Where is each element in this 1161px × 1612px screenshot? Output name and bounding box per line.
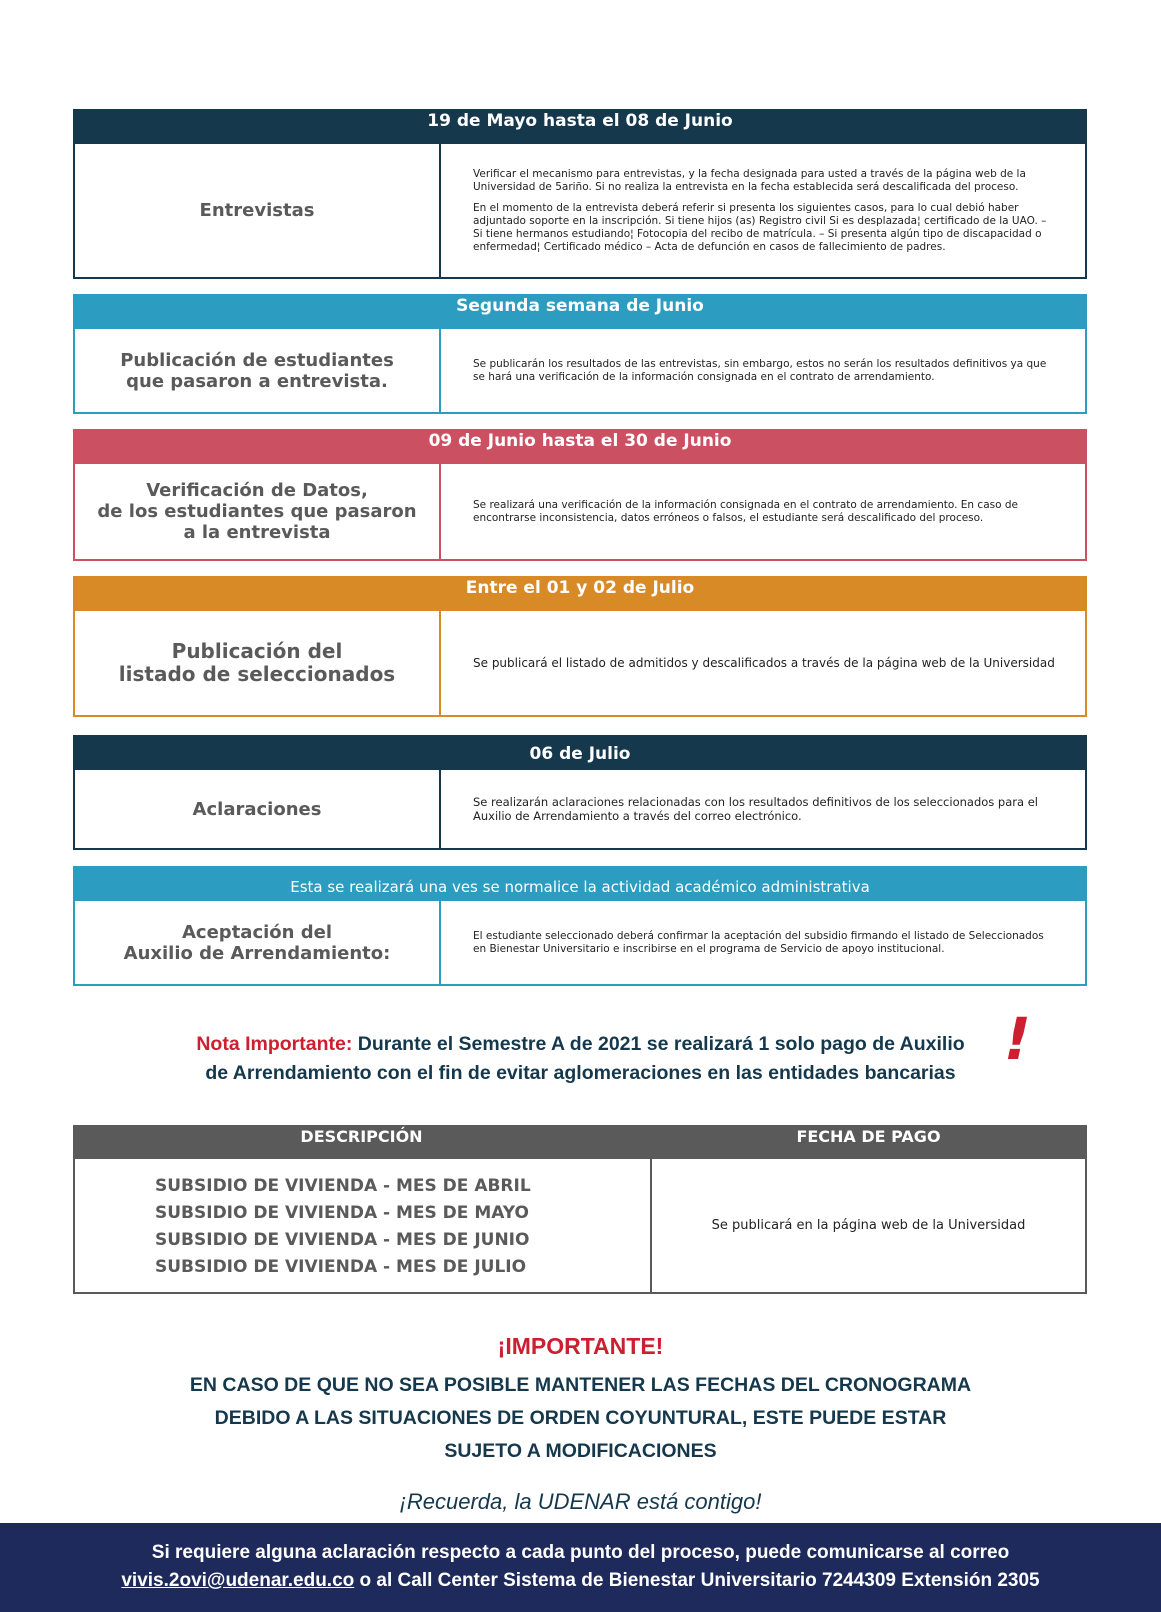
step-description bbox=[441, 464, 1085, 559]
note-line-2: de Arrendamiento con el fin de evitar aglomeraciones en las entidades bancarias bbox=[205, 1062, 956, 1084]
payment-date-cell: Se publicará en la página web de la Universidad bbox=[711, 1218, 1026, 1233]
step-title-line: que pasaron a entrevista. bbox=[126, 370, 388, 392]
payment-item: SUBSIDIO DE VIVIENDA - MES DE JULIO bbox=[155, 1257, 527, 1277]
schedule-step-4 bbox=[73, 576, 1087, 717]
step-paragraph: Se publicarán los resultados de las entrevistas, sin embargo, estos no serán los resultados definitivos ya que se hará una verificación de la información consignada en el contrato de arrendamiento. bbox=[473, 357, 1047, 383]
step-title-line: Publicación del bbox=[171, 639, 343, 663]
important-line: SUJETO A MODIFICACIONES bbox=[444, 1440, 717, 1462]
step-date-bar: 09 de Junio hasta el 30 de Junio bbox=[73, 429, 1087, 464]
exclamation-icon: ! bbox=[996, 1005, 1038, 1073]
important-line: DEBIDO A LAS SITUACIONES DE ORDEN COYUNTURAL, ESTE PUEDE ESTAR bbox=[214, 1407, 947, 1429]
step-title bbox=[75, 464, 441, 559]
step-description bbox=[441, 329, 1085, 412]
step-title-line: listado de seleccionados bbox=[118, 662, 396, 686]
step-date-bar: 06 de Julio bbox=[73, 735, 1087, 770]
step-description bbox=[441, 611, 1085, 715]
step-paragraph: Se realizarán aclaraciones relacionadas con los resultados definitivos de los seleccionados para el Auxilio de Arrendamiento a través del correo electrónico. bbox=[473, 795, 1038, 823]
note-line-1: Durante el Semestre A de 2021 se realizará 1 solo pago de Auxilio bbox=[357, 1033, 965, 1055]
step-date-bar: 19 de Mayo hasta el 08 de Junio bbox=[73, 109, 1087, 144]
payment-item: SUBSIDIO DE VIVIENDA - MES DE JUNIO bbox=[155, 1230, 530, 1250]
step-paragraph: Se realizará una verificación de la información consignada en el contrato de arrendamiento. En caso de encontrarse inconsistencia, datos erróneos o falsos, el estudiante será descalificado del proceso. bbox=[473, 498, 1018, 524]
footer-call-center: o al Call Center Sistema de Bienestar Universitario 7244309 Extensión 2305 bbox=[354, 1570, 1040, 1591]
step-date-bar: Entre el 01 y 02 de Julio bbox=[73, 576, 1087, 611]
schedule-step-5 bbox=[73, 735, 1087, 850]
schedule-step-1 bbox=[73, 109, 1087, 279]
step-title-line: Aclaraciones bbox=[192, 798, 322, 820]
schedule-step-3 bbox=[73, 429, 1087, 561]
step-date-bar: Segunda semana de Junio bbox=[73, 294, 1087, 329]
step-title bbox=[75, 144, 441, 277]
step-paragraph: Se publicará el listado de admitidos y descalificados a través de la página web de la Universidad bbox=[473, 655, 1055, 670]
column-header-description: DESCRIPCIÓN bbox=[300, 1127, 423, 1146]
important-body bbox=[0, 1369, 1161, 1468]
step-title-line: de los estudiantes que pasaron bbox=[97, 501, 417, 522]
step-title-line: Publicación de estudiantes bbox=[120, 349, 394, 371]
step-title-line: Aceptación del bbox=[182, 921, 332, 943]
payment-items bbox=[75, 1159, 652, 1292]
important-title: ¡IMPORTANTE! bbox=[497, 1333, 664, 1359]
schedule-step-2 bbox=[73, 294, 1087, 414]
step-title bbox=[75, 770, 441, 848]
schedule-step-6 bbox=[73, 866, 1087, 986]
step-title bbox=[75, 329, 441, 412]
slogan: ¡Recuerda, la UDENAR está contigo! bbox=[399, 1489, 762, 1514]
payment-table-header bbox=[73, 1125, 1087, 1159]
column-header-payment-date: FECHA DE PAGO bbox=[796, 1127, 941, 1146]
step-paragraph: El estudiante seleccionado deberá confirmar la aceptación del subsidio firmando el listado de Seleccionados en Bienestar Universitario e inscribirse en el programa de Servicio de apoyo institucional. bbox=[473, 929, 1044, 955]
step-description bbox=[441, 901, 1085, 984]
email-link[interactable]: vivis.2ovi@udenar.edu.co bbox=[121, 1570, 355, 1591]
step-title-line: a la entrevista bbox=[183, 522, 331, 543]
step-title-line: Entrevistas bbox=[199, 200, 315, 221]
payment-item: SUBSIDIO DE VIVIENDA - MES DE ABRIL bbox=[155, 1176, 531, 1196]
step-title-line: Verificación de Datos, bbox=[146, 480, 368, 501]
payment-table-body bbox=[73, 1159, 1087, 1294]
step-description bbox=[441, 770, 1085, 848]
step-date-bar: Esta se realizará una ves se normalice la actividad académico administrativa bbox=[73, 866, 1087, 901]
important-line: EN CASO DE QUE NO SEA POSIBLE MANTENER LAS FECHAS DEL CRONOGRAMA bbox=[189, 1374, 972, 1396]
important-note bbox=[0, 1030, 1161, 1088]
step-paragraph: Verificar el mecanismo para entrevistas, y la fecha designada para usted a través de la página web de la Universidad de 5ariño. Si no realiza la entrevista en la fecha establecida será descalificada del proceso. bbox=[473, 167, 1026, 193]
step-paragraph: En el momento de la entrevista deberá referir si presenta los siguientes casos, para lo cual debió haber adjuntado soporte en la inscripción. Si tiene hijos (as) Registro civil Si es desplazada¦ certificado de la UAO. – Si tiene hermanos estudiando¦ Fotocopia del recibo de matrícula. – Si presenta algún tipo de discapacidad o enfermedad¦ Certificado médico – Acta de defunción en casos de fallecimiento de padres. bbox=[473, 201, 1047, 253]
step-title bbox=[75, 611, 441, 715]
footer-line-1: Si requiere alguna aclaración respecto a cada punto del proceso, puede comunicarse al correo bbox=[151, 1542, 1010, 1563]
contact-footer bbox=[0, 1523, 1161, 1612]
payment-table bbox=[73, 1125, 1087, 1294]
step-description bbox=[441, 144, 1085, 277]
note-label: Nota Importante: bbox=[196, 1033, 353, 1055]
step-title bbox=[75, 901, 441, 984]
step-title-line: Auxilio de Arrendamiento: bbox=[123, 942, 391, 964]
payment-item: SUBSIDIO DE VIVIENDA - MES DE MAYO bbox=[155, 1203, 529, 1223]
footer-line-2 bbox=[0, 1567, 1161, 1595]
